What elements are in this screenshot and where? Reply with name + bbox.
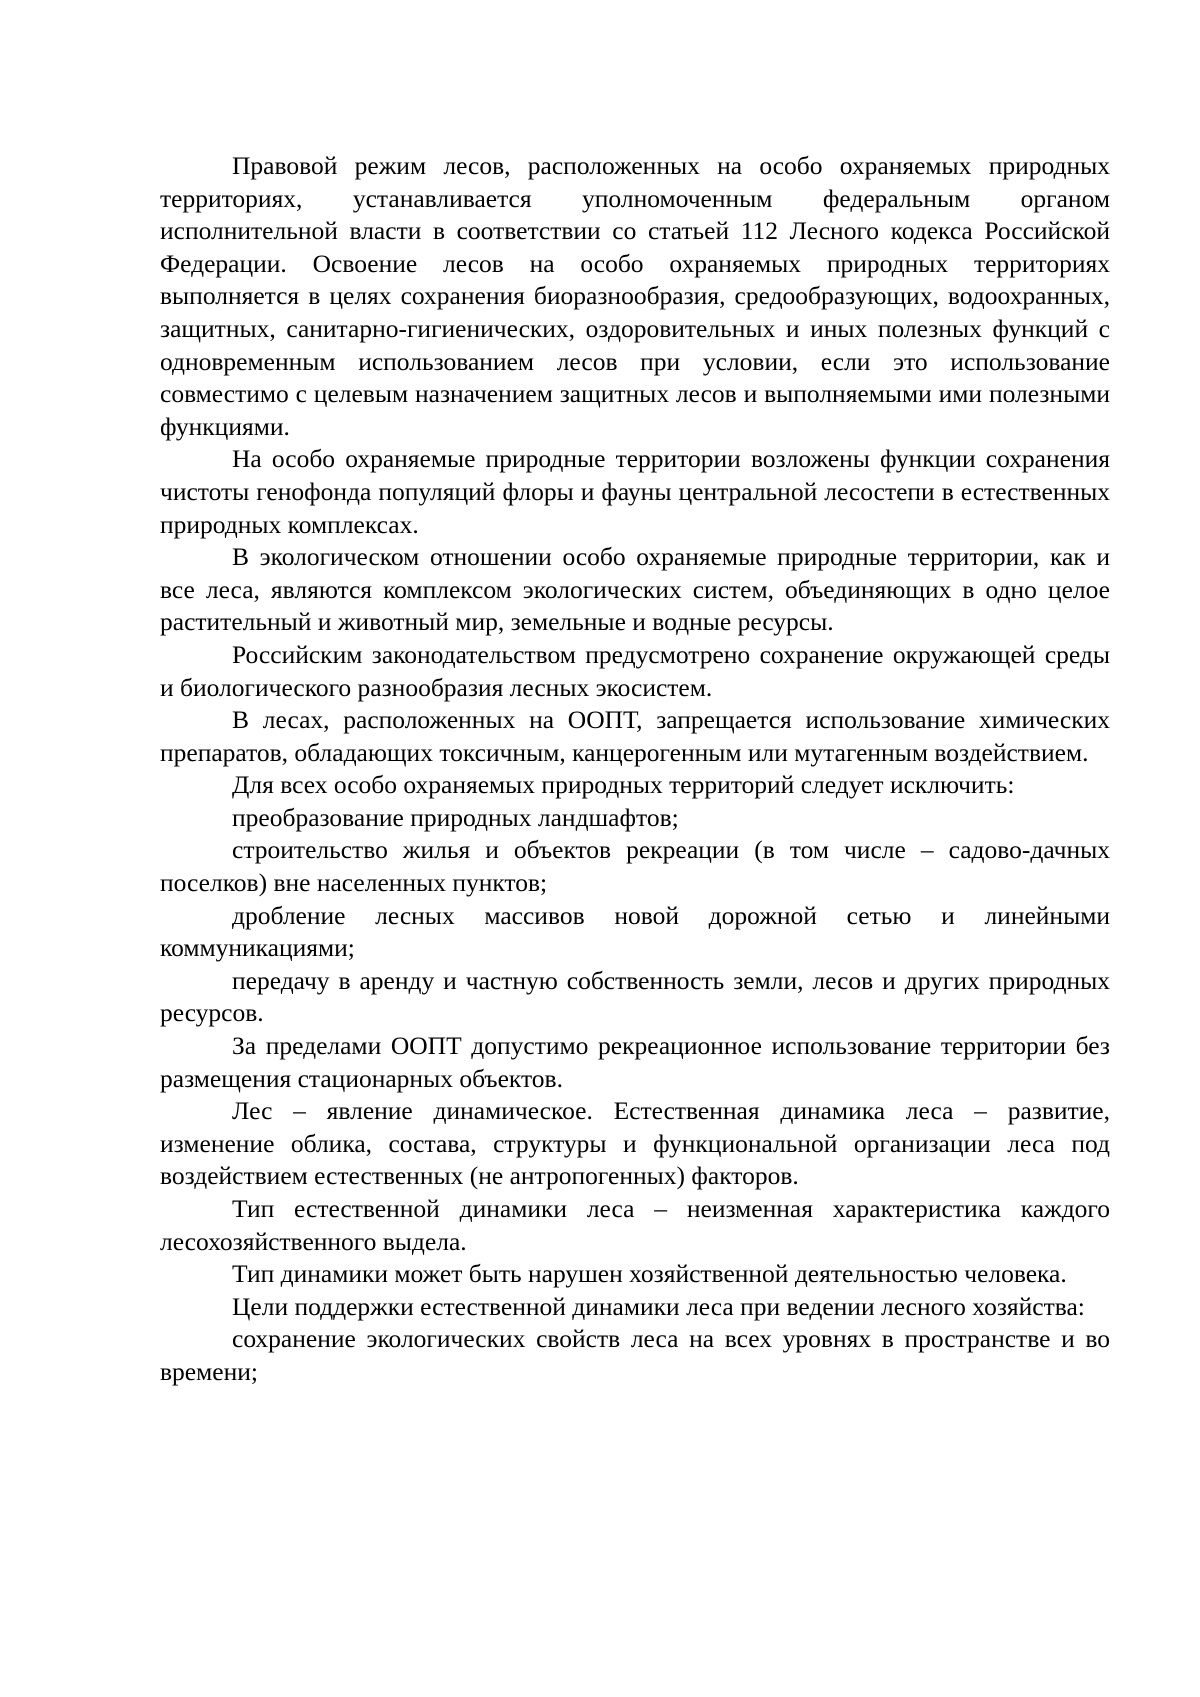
paragraph: Лес – явление динамическое. Естественная динамика леса – развитие, изменение облика, состава, структуры и функциональной организации леса под воздействием естественных (не антропогенных) факторов. xyxy=(160,1096,1110,1191)
document-body xyxy=(160,150,1110,1389)
paragraph: В экологическом отношении особо охраняемые природные территории, как и все леса, являются комплексом экологических систем, объединяющих в одно целое растительный и животный мир, земельные и водные ресурсы. xyxy=(160,542,1110,637)
paragraph: На особо охраняемые природные территории возложены функции сохранения чистоты генофонда популяций флоры и фауны центральной лесостепи в естественных природных комплексах. xyxy=(160,444,1110,539)
paragraph: Российским законодательством предусмотрено сохранение окружающей среды и биологического разнообразия лесных экосистем. xyxy=(160,639,1110,702)
paragraph: Правовой режим лесов, расположенных на особо охраняемых природных территориях, устанавливается уполномоченным федеральным органом исполнительной власти в соответствии со статьей 112 Лесного кодекса Российской Федерации. Освоение лесов на особо охраняемых природных территориях выполняется в целях сохранения биоразнообразия, средообразующих, водоохранных, защитных, санитарно-гигиенических, оздоровительных и иных полезных функций с одновременным использованием лесов при условии, если это использование совместимо с целевым назначением защитных лесов и выполняемыми ими полезными функциями. xyxy=(160,151,1110,441)
list-item: сохранение экологических свойств леса на всех уровнях в пространстве и во времени; xyxy=(160,1324,1110,1386)
paragraph: Цели поддержки естественной динамики леса при ведении лесного хозяйства: xyxy=(232,1291,1085,1321)
paragraph: В лесах, расположенных на ООПТ, запрещается использование химических препаратов, обладающих токсичным, канцерогенным или мутагенным воздействием. xyxy=(160,705,1110,767)
list-item: строительство жилья и объектов рекреации (в том числе – садово-дачных поселков) вне населенных пунктов; xyxy=(160,835,1110,898)
list-item: дробление лесных массивов новой дорожной сетью и линейными коммуникациями; xyxy=(160,900,1110,963)
paragraph: Тип динамики может быть нарушен хозяйственной деятельностью человека. xyxy=(232,1259,1067,1289)
list-item: передачу в аренду и частную собственность земли, лесов и других природных ресурсов. xyxy=(160,965,1110,1028)
list-item: преобразование природных ландшафтов; xyxy=(232,802,679,832)
paragraph: Тип естественной динамики леса – неизменная характеристика каждого лесохозяйственного выдела. xyxy=(160,1194,1110,1256)
paragraph: За пределами ООПТ допустимо рекреационное использование территории без размещения стационарных объектов. xyxy=(160,1031,1110,1093)
paragraph: Для всех особо охраняемых природных территорий следует исключить: xyxy=(232,770,1015,800)
